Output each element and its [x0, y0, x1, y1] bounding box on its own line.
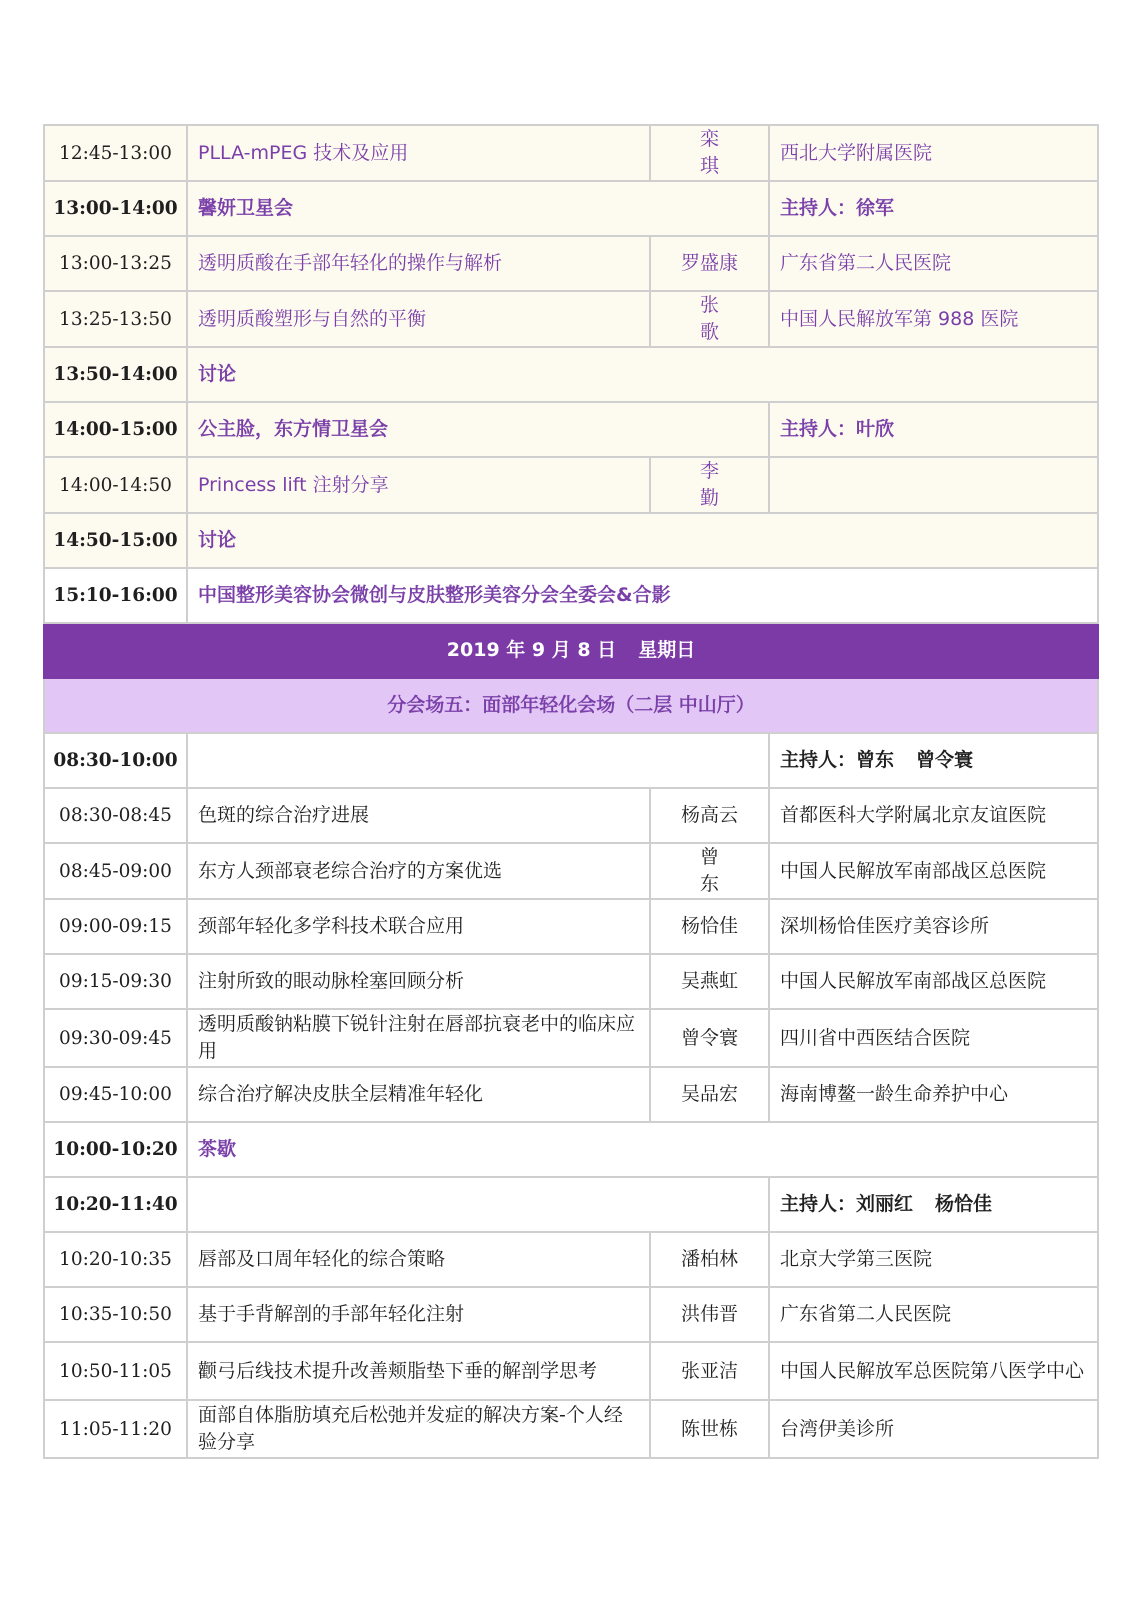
speaker-cell: 曾 东 — [650, 843, 769, 899]
time-cell: 08:30-08:45 — [44, 788, 187, 843]
table-row — [44, 125, 1098, 181]
empty-cell — [187, 733, 769, 788]
topic-cell: 面部自体脂肪填充后松弛并发症的解决方案-个人经验分享 — [187, 1400, 650, 1458]
speaker-cell: 杨恰佳 — [650, 899, 769, 954]
chair-second: 曾令寰 — [916, 749, 974, 771]
topic-cell: 基于手背解剖的手部年轻化注射 — [187, 1287, 650, 1342]
speaker-cell: 吴品宏 — [650, 1067, 769, 1122]
time-cell: 10:00-10:20 — [44, 1122, 187, 1177]
speaker-cell: 罗盛康 — [650, 236, 769, 291]
session-time-cell: 13:00-14:00 — [44, 181, 187, 236]
time-cell: 09:45-10:00 — [44, 1067, 187, 1122]
table-row — [44, 954, 1098, 1009]
speaker-cell: 张 歌 — [650, 291, 769, 347]
venue-header: 分会场五：面部年轻化会场（二层 中山厅） — [44, 678, 1098, 733]
time-cell: 13:25-13:50 — [44, 291, 187, 347]
table-row — [44, 1287, 1098, 1342]
time-cell: 09:15-09:30 — [44, 954, 187, 1009]
time-cell: 15:10-16:00 — [44, 568, 187, 623]
weekday-text: 星期日 — [638, 639, 696, 661]
topic-cell: 透明质酸塑形与自然的平衡 — [187, 291, 650, 347]
chair-cell — [769, 733, 1098, 788]
time-cell: 09:00-09:15 — [44, 899, 187, 954]
institution-cell: 广东省第二人民医院 — [769, 236, 1098, 291]
chair-cell — [769, 1177, 1098, 1232]
time-cell: 10:35-10:50 — [44, 1287, 187, 1342]
topic-cell: 东方人颈部衰老综合治疗的方案优选 — [187, 843, 650, 899]
schedule-table — [43, 124, 1099, 1459]
session-row — [44, 1177, 1098, 1232]
table-row — [44, 788, 1098, 843]
topic-cell: 中国整形美容协会微创与皮肤整形美容分会全委会&合影 — [187, 568, 1098, 623]
speaker-cell: 洪伟晋 — [650, 1287, 769, 1342]
topic-cell: 颧弓后线技术提升改善颊脂垫下垂的解剖学思考 — [187, 1342, 650, 1400]
time-cell: 13:00-13:25 — [44, 236, 187, 291]
topic-cell: 色斑的综合治疗进展 — [187, 788, 650, 843]
discussion-row — [44, 347, 1098, 402]
speaker-cell: 吴燕虹 — [650, 954, 769, 1009]
session-time-cell: 08:30-10:00 — [44, 733, 187, 788]
institution-cell: 海南博鳌一龄生命养护中心 — [769, 1067, 1098, 1122]
speaker-cell: 李 勤 — [650, 457, 769, 513]
topic-cell: 综合治疗解决皮肤全层精准年轻化 — [187, 1067, 650, 1122]
speaker-cell: 陈世栋 — [650, 1400, 769, 1458]
table-row — [44, 1009, 1098, 1067]
time-cell: 14:50-15:00 — [44, 513, 187, 568]
speaker-cell: 曾令寰 — [650, 1009, 769, 1067]
session-time-cell: 10:20-11:40 — [44, 1177, 187, 1232]
chair-cell: 主持人：叶欣 — [769, 402, 1098, 457]
chair-second: 杨恰佳 — [935, 1193, 993, 1215]
time-cell: 09:30-09:45 — [44, 1009, 187, 1067]
speaker-cell: 潘柏林 — [650, 1232, 769, 1287]
committee-row — [44, 568, 1098, 623]
chair-cell: 主持人：徐军 — [769, 181, 1098, 236]
table-row — [44, 843, 1098, 899]
speaker-cell: 栾 琪 — [650, 125, 769, 181]
session-title-cell: 公主脸，东方情卫星会 — [187, 402, 769, 457]
session-row — [44, 181, 1098, 236]
topic-cell: 讨论 — [187, 513, 1098, 568]
speaker-cell: 张亚洁 — [650, 1342, 769, 1400]
tea-break-label: 茶歇 — [187, 1122, 1098, 1177]
discussion-row — [44, 513, 1098, 568]
table-row — [44, 457, 1098, 513]
session-title-cell: 馨妍卫星会 — [187, 181, 769, 236]
time-cell: 12:45-13:00 — [44, 125, 187, 181]
institution-cell: 台湾伊美诊所 — [769, 1400, 1098, 1458]
time-cell: 13:50-14:00 — [44, 347, 187, 402]
topic-cell: 透明质酸在手部年轻化的操作与解析 — [187, 236, 650, 291]
institution-cell: 四川省中西医结合医院 — [769, 1009, 1098, 1067]
time-cell: 08:45-09:00 — [44, 843, 187, 899]
chair-label: 主持人：曾东 — [780, 749, 895, 771]
institution-cell: 中国人民解放军南部战区总医院 — [769, 954, 1098, 1009]
venue-header-row — [44, 678, 1098, 733]
date-header-row — [44, 623, 1098, 678]
table-row — [44, 1232, 1098, 1287]
topic-cell: Princess lift 注射分享 — [187, 457, 650, 513]
table-row — [44, 899, 1098, 954]
tea-break-row — [44, 1122, 1098, 1177]
date-text: 2019 年 9 月 8 日 — [446, 639, 617, 661]
topic-cell: 讨论 — [187, 347, 1098, 402]
institution-cell: 深圳杨恰佳医疗美容诊所 — [769, 899, 1098, 954]
institution-cell: 广东省第二人民医院 — [769, 1287, 1098, 1342]
institution-cell: 北京大学第三医院 — [769, 1232, 1098, 1287]
topic-cell: 注射所致的眼动脉栓塞回顾分析 — [187, 954, 650, 1009]
topic-cell: 唇部及口周年轻化的综合策略 — [187, 1232, 650, 1287]
time-cell: 10:20-10:35 — [44, 1232, 187, 1287]
table-row — [44, 291, 1098, 347]
topic-cell: 颈部年轻化多学科技术联合应用 — [187, 899, 650, 954]
session-time-cell: 14:00-15:00 — [44, 402, 187, 457]
empty-cell — [187, 1177, 769, 1232]
table-row — [44, 1342, 1098, 1400]
speaker-cell: 杨高云 — [650, 788, 769, 843]
table-row — [44, 1067, 1098, 1122]
time-cell: 10:50-11:05 — [44, 1342, 187, 1400]
time-cell: 14:00-14:50 — [44, 457, 187, 513]
session-row — [44, 733, 1098, 788]
session-row — [44, 402, 1098, 457]
time-cell: 11:05-11:20 — [44, 1400, 187, 1458]
institution-cell: 中国人民解放军南部战区总医院 — [769, 843, 1098, 899]
institution-cell: 中国人民解放军总医院第八医学中心 — [769, 1342, 1098, 1400]
table-row — [44, 236, 1098, 291]
institution-cell — [769, 457, 1098, 513]
institution-cell: 首都医科大学附属北京友谊医院 — [769, 788, 1098, 843]
topic-cell: PLLA-mPEG 技术及应用 — [187, 125, 650, 181]
topic-cell: 透明质酸钠粘膜下锐针注射在唇部抗衰老中的临床应用 — [187, 1009, 650, 1067]
date-header — [44, 623, 1098, 678]
institution-cell: 西北大学附属医院 — [769, 125, 1098, 181]
chair-label: 主持人：刘丽红 — [780, 1193, 914, 1215]
institution-cell: 中国人民解放军第 988 医院 — [769, 291, 1098, 347]
table-row — [44, 1400, 1098, 1458]
